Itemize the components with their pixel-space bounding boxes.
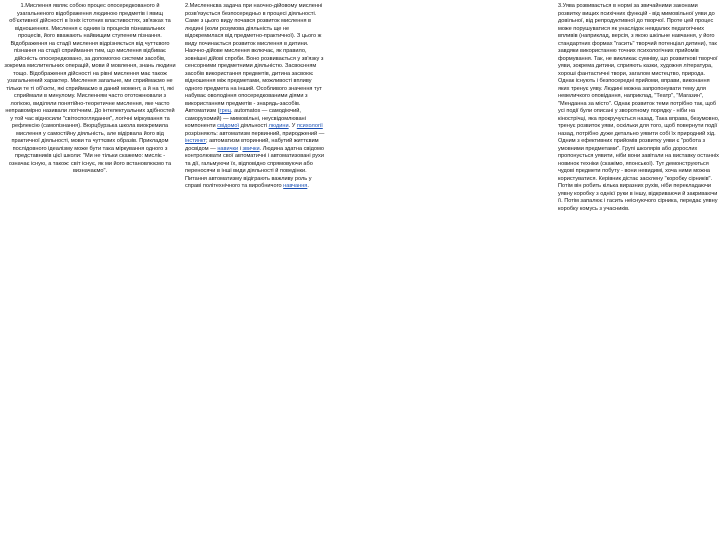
link-habits[interactable]: звички (242, 145, 260, 152)
paragraph-2-part2: . automatos — самодіючий, саморухомий) — мимовільні, неусвідомлювані компоненти (185, 108, 306, 129)
paragraph-1-text: 1.Мислення являє собою процес опосередкованого й узагальненого відображення людиною предметів і явищ об'єктивної дійсності в їхніх істотних властивостях, зв'язках та відношеннях. Мислення є одним із процесів пізнавальних процесів, його вважають найвищим ступенем пізнання. Відображення на стадії мислення відрізняється від чуттєвого пізнання на стадії сприймання тим, що мислення відбиває дійсність опосередковано, за допомогою системи засобів, зокрема мислительних операцій, мови й мовлення, знань людини тощо. Відображення дійсності на рівні мислення має також узагальнений характер. Мислення загальне, ми сприймаємо не тільки те ті об'єкти, які сприймаємо в даний момент, а й на ті, які сприймали в минулому. Мисленням часто ототожнювали з логікою, виділяли понятійно-теоретичне мислення, яке часто неправомірно називали логічним. До інтелектуальних здібностей у той час відносили "світоспоглядання", логічні міркування та рефлексію (самопізнання). Вюрцбурзька школа виокремила мислення у самостійну діяльність, але відірвала його від практичної діяльності, мови та чуттєвих образів. Прикладом послідовного ідеалізму може бути така міркування одного з представників цієї школи: "Ми не тільки скажемо: мисліє - означає існую, а також: світ існує, як ми його встановлюємо та визначаємо". (4, 3, 176, 174)
link-psychology[interactable]: психології (296, 123, 323, 129)
link-skills[interactable]: навички (217, 145, 239, 152)
link-human[interactable]: людини (268, 123, 289, 129)
link-greek[interactable]: грец (219, 108, 232, 114)
paragraph-2-part4: . У (288, 123, 297, 129)
paragraph-2-part7: і (238, 145, 243, 152)
paragraph-2-part9: . (307, 183, 309, 189)
link-training[interactable]: навчання (283, 183, 308, 189)
link-conscious[interactable]: свідомої (217, 123, 240, 129)
paragraph-2-text (185, 3, 325, 191)
link-instinct[interactable]: інстинкт (185, 138, 206, 144)
paragraph-2-part6: ; автоматизм вторинний, набутий життєвим досвідом — (185, 138, 319, 152)
paragraph-2-part5: розрізняють: автоматизм первинний, природжений — (185, 130, 325, 137)
paragraph-2-part8: . Людина здатна свідомо контролювати свої автоматичні і автоматизовані рухи та дії, гальмуючи їх, відповідно спрямовуючи або переносячи в інші види діяльності й поведінки. Питання автоматизму відіграють важливу роль у справі політехнічного та виробничого (185, 145, 324, 189)
paragraph-2-part3: діяльності (239, 123, 269, 129)
paragraph-imagination-development (558, 3, 720, 213)
paragraph-visual-action-thinking (185, 3, 325, 191)
paragraph-2-part1: 2.Мисленнєва задача при наочно-дійовому мисленні розв'язується безпосередньо в процесі діяльності. Саме з цього виду почався розвиток мислення в людині (коли розумова діяльність ще не відокремилася від предметно-практичної). З цього ж виду починається розвиток мислення в дитини. Наочно-дійове мислення включає, як правило, зовнішні дійові спроби. Воно розвивається у зв'язку з сенсорними предметними діяльністю. Засвоєнням засобів використання предметів, дитина засвоює відношення між предметами, можливості впливу одного предмета на інший. Особливого значення тут набуває оволодіння опосередкованими діями з використанням предметів - знарядь-засобів. Автоматизм ( (185, 3, 324, 114)
paragraph-3-text: 3.Уява розвивається в нормі за звичайними законами розвитку вищих психічних функцій - від мимовільної уяви до довільної, від репродуктивної до творчої. Проте цей процес може порушуватися як унаслідок невдалих педагогічних впливів (наприклад, версія, з якою шкільне навчання, у його стандартних формах "гасить" творчий потенціал дитини), так завдяки використанню точних психологічних прийомів формування. Так, не викликає сумніву, що розвиткові творчої уяви, зокрема дитини, сприяють казки, художня література, хороші фантастичні твори, загалом мистецтво, природа. Однак існують і безпосередні прийоми, вправи, виконання яких тренує уяву. Людині можна запропонувати тему для невеличкого оповідання, наприклад, "Театр", "Магазин", "Менданна за місто". Однак розвиток теми потрібно так, щоб усі події були описані у зворотному порядку - ніби на кінострічці, яка прокручується назад. Така вправа, безумовно, тренує розвиток уяви, оскільки для того, щоб повернути події назад, потрібно дуже детально уявити собі їх природний хід. Одним з ефективних прийомів розвитку уяви є "робота з умовними предметами". Групі школярів або дорослих пропонується уявити, ніби вони завітали на виставку останніх новинок техніки (скажімо, японської). Тут демонструються чудові предмети побуту - вони невидимі, хоча ними можна користуватися. Керівник дістає засклену "коробку сірників". Потім він робить кілька виразних рухів, ніби перекладаючи уявну коробку з однієї руки в іншу, відкриваючи й закриваючи її. Потім запалює і гасить неіснуючого сірника, передає уявну коробку комусь з учасників. (558, 3, 720, 212)
paragraph-thinking-definition (4, 3, 176, 176)
